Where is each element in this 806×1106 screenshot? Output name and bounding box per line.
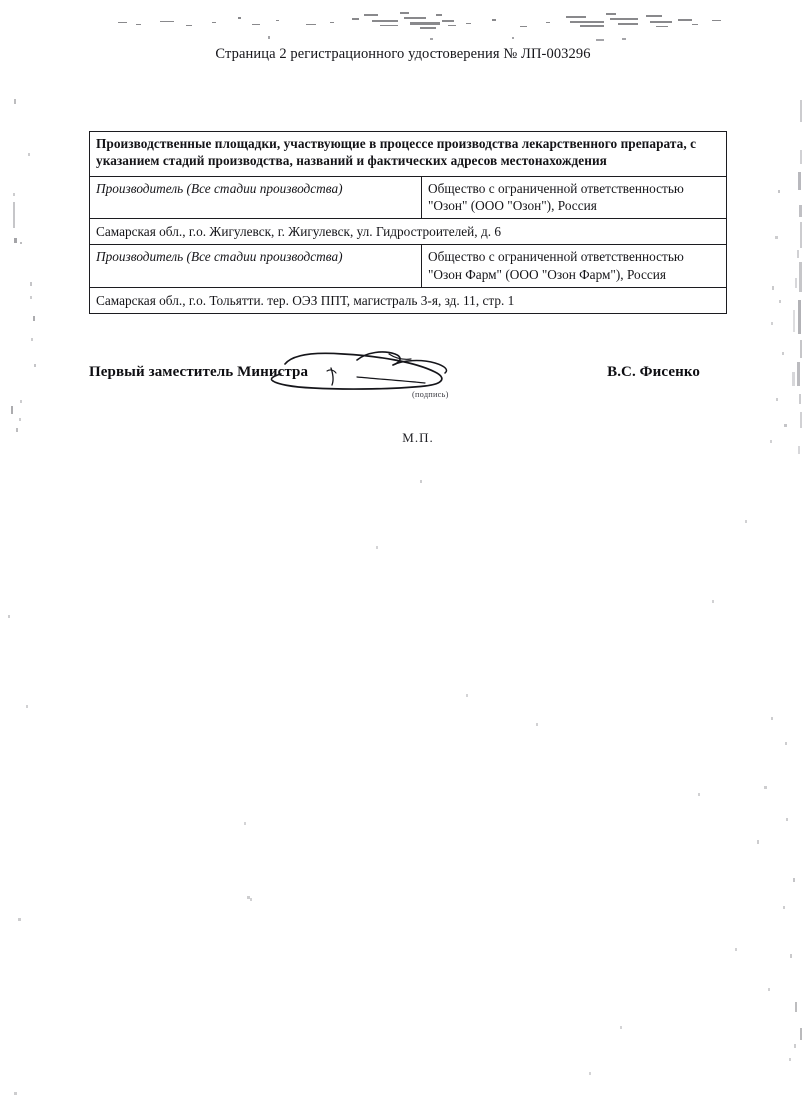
table-row [90, 287, 727, 313]
signatory-name: В.С. Фисенко [607, 364, 700, 380]
signature-caption: (подпись) [412, 390, 449, 399]
stamp-place-label: М.П. [402, 430, 434, 445]
manufacturing-sites-table [89, 131, 727, 314]
table-header-cell: Производственные площадки, участвующие в процессе производства лекарственного препарата, с указанием стадий производства, названий и фактических адресов местонахождения [90, 132, 727, 177]
manufacturer-organization-cell: Общество с ограниченной ответственностью "Озон" (ООО "Озон"), Россия [422, 176, 727, 219]
signature-block [89, 362, 727, 412]
manufacturer-address-cell: Самарская обл., г.о. Тольятти. тер. ОЭЗ ППТ, магистраль 3-я, зд. 11, стр. 1 [90, 287, 727, 313]
page-title: Страница 2 регистрационного удостоверения № ЛП-003296 [215, 46, 591, 62]
table-header-row [90, 132, 727, 177]
manufacturer-role-cell: Производитель (Все стадии производства) [90, 176, 422, 219]
signatory-title: Первый заместитель Министра [89, 364, 309, 380]
manufacturer-role-cell: Производитель (Все стадии производства) [90, 245, 422, 288]
manufacturer-organization-cell: Общество с ограниченной ответственностью "Озон Фарм" (ООО "Озон Фарм"), Россия [422, 245, 727, 288]
stamp-place-marker [0, 430, 806, 446]
table-row [90, 219, 727, 245]
table-row [90, 176, 727, 219]
table-row [90, 245, 727, 288]
manufacturer-address-cell: Самарская обл., г.о. Жигулевск, г. Жигулевск, ул. Гидростроителей, д. 6 [90, 219, 727, 245]
